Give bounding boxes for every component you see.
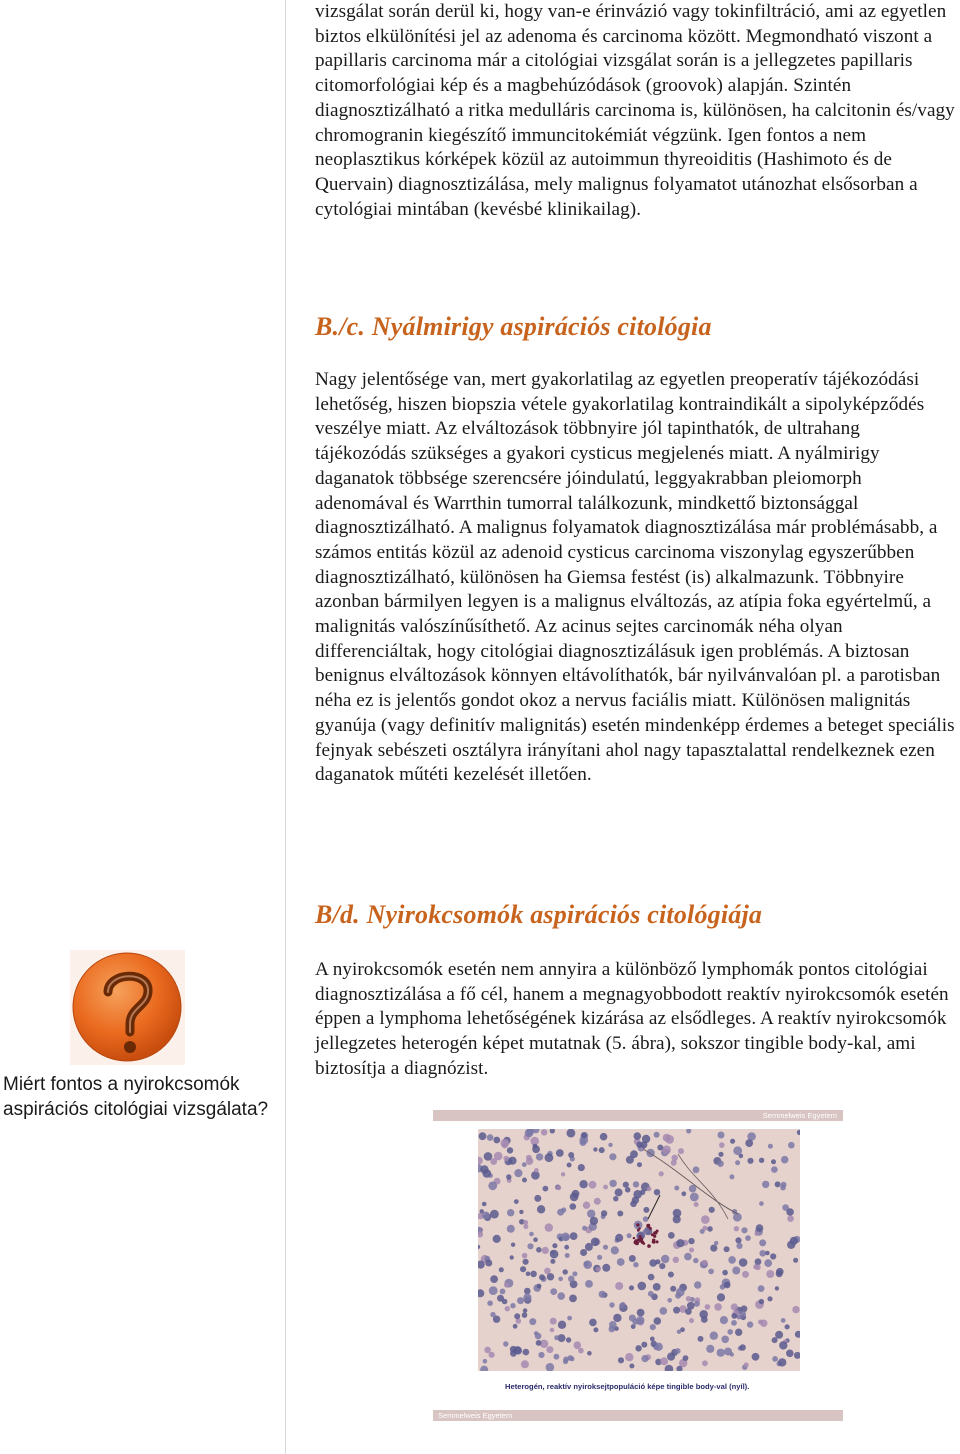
lymph-heading — [315, 900, 762, 930]
figure-caption: Heterogén, reaktív nyiroksejtpopuláció képe tingible body-val (nyíl). — [505, 1382, 750, 1391]
figure-header-brand: Semmelweis Egyetem — [762, 1111, 837, 1120]
question-mark-icon — [70, 950, 185, 1065]
sidebar-divider — [285, 0, 286, 1454]
salivary-heading — [315, 312, 712, 342]
salivary-paragraph: Nagy jelentősége van, mert gyakorlatilag az egyetlen preoperatív tájékozódási lehetőség, hiszen biopszia vétele gyakorlatilag kontraindikált a sipolyképződés veszélye miatt. Az elváltozások többnyire jól tapinthatók, de ultrahang tájékozódás szükséges a gyakori cysticus megjelenés miatt. A nyálmirigy daganatok többsége szerencsére jóindulatú, leggyakrabban pleiomorph adenomával és Warrthin tumorral találkozunk, mindkettő biztonsággal diagnosztizálható. A malignus folyamatok diagnosztizálása már problémásabb, a számos entitás közül az adenoid cysticus carcinoma viszonylag egyszerűbben diagnosztizálható, különösen ha Giemsa festést (is) alkalmazunk. Többnyire azonban bármilyen legyen is a malignus elváltozás, az atípia foka egyértelmű, a malignitás valószínűsíthető. Az acinus sejtes carcinomák néha olyan differenciáltak, hogy citológiai diagnosztizálásuk igen problémás. A biztosan benignus elváltozások könnyen eltávolíthatók, bár nyilvánvalóan pl. a parotisban néha ez is jelentős gondot okoz a nervus faciális miatt. Különösen malignitás gyanúja (vagy definitív malignitás) esetén mindenképp érdemes a beteget speciális fejnyak sebészeti osztályra irányítani ahol nagy tapasztalattal rendelkeznek ezen daganatok műtéti kezelését illetően. — [315, 369, 955, 786]
sidebar-question: Miért fontos a nyirokcsomók aspirációs citológiai vizsgálata? — [3, 1074, 269, 1120]
thyroid-paragraph-block — [315, 0, 955, 222]
micrograph-image — [478, 1129, 800, 1371]
lymph-paragraph: A nyirokcsomók esetén nem annyira a különböző lymphomák pontos citológiai diagnosztizálása a fő cél, hanem a megnagyobbodott reaktív nyirokcsomók esetén éppen a lymphoma lehetőségének kizárása az elsődleges. A reaktív nyirokcsomók jellegzetes heterogén képet mutatnak (5. ábra), sokszor tingible body-kal, ami biztosítja a diagnózist. — [315, 959, 949, 1079]
figure-footer-brand: Semmelweis Egyetem — [438, 1411, 513, 1420]
salivary-heading-prefix: B./c. — [315, 312, 366, 341]
figure-header-bar — [433, 1110, 843, 1121]
salivary-paragraph-block — [315, 368, 955, 788]
figure-panel — [433, 1110, 843, 1422]
lymph-paragraph-block — [315, 958, 955, 1082]
lymph-heading-title: Nyirokcsomók aspirációs citológiája — [366, 900, 763, 929]
thyroid-continued-paragraph: vizsgálat során derül ki, hogy van-e érinvázió vagy tokinfiltráció, ami az egyetlen biztos elkülönítési jel az adenoma és carcinoma között. Megmondható viszont a papillaris carcinoma már a citológiai vizsgálat során is a jellegzetes papillaris citomorfológiai kép és a magbehúzódások (groovok) alapján. Szintén diagnosztizálható a ritka medulláris carcinoma is, különösen, ha calcitonin és/vagy chromogranin kiegészítő immuncitokémiát végzünk. Igen fontos a nem neoplasztikus kórképek közül az autoimmun thyreoiditis (Hashimoto és de Quervain) diagnosztizálása, mely malignus folyamatot utánozhat elsősorban a cytológiai mintában (kevésbé klinikailag). — [315, 1, 955, 220]
figure-footer-bar — [433, 1410, 843, 1421]
lymph-heading-prefix: B/d. — [315, 900, 360, 929]
salivary-heading-title: Nyálmirigy aspirációs citológia — [371, 312, 712, 341]
